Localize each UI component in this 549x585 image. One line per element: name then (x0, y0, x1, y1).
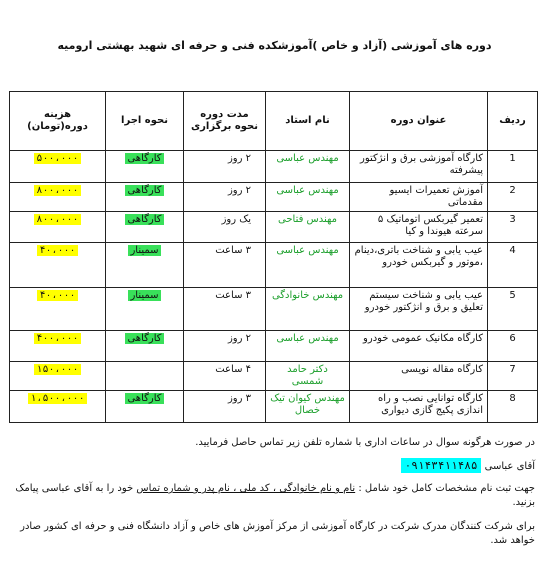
table-row (10, 212, 538, 243)
cost-cell (10, 151, 106, 183)
method-cell (106, 362, 184, 391)
instructor-cell (266, 391, 350, 423)
course-title: تعمیر گیربکس اتوماتیک ۵ سرعته هیوندا و کیا (350, 212, 488, 243)
row-number: 3 (488, 212, 538, 243)
cost-cell (10, 362, 106, 391)
duration: ۴ ساعت (184, 362, 266, 391)
method-cell (106, 331, 184, 362)
cost-cell (10, 243, 106, 288)
cost-value: ۱،۵۰۰،۰۰۰ (30, 393, 85, 404)
certificate-note: برای شرکت کنندگان مدرک شرکت در کارگاه آموزشی از مرکز آموزش های خاص و آزاد دانشگاه فنی و حرفه ای کشور صادر خواهد شد. (20, 521, 535, 546)
duration: ۲ روز (184, 183, 266, 212)
course-title: عیب یابی و شناخت باتری،دینام ،موتور و گیربکس خودرو (350, 243, 488, 288)
method-label: کارگاهی (127, 393, 162, 404)
courses-table (9, 91, 538, 423)
method-cell (106, 391, 184, 423)
table-row (10, 151, 538, 183)
instructor-cell (266, 183, 350, 212)
course-title: کارگاه مقاله نویسی (350, 362, 488, 391)
cost-value: ۱۵۰،۰۰۰ (36, 364, 79, 375)
contact-instruction: در صورت هرگونه سوال در ساعات اداری با شماره تلفن زیر تماس حاصل فرمایید. (195, 437, 535, 448)
cost-value: ۴۰،۰۰۰ (39, 290, 76, 301)
cost-value: ۵۰۰،۰۰۰ (36, 153, 79, 164)
header-course-title: عنوان دوره (350, 92, 488, 151)
instructor-cell (266, 151, 350, 183)
method-cell (106, 288, 184, 331)
instructor-name: مهندس فتاحی (278, 214, 337, 225)
course-title: کارگاه آموزشی برق و انژکتور پیشرفته (350, 151, 488, 183)
cost-value: ۴۰،۰۰۰ (39, 245, 76, 256)
table-row (10, 183, 538, 212)
instructor-cell (266, 362, 350, 391)
row-number: 4 (488, 243, 538, 288)
header-method: نحوه اجرا (106, 92, 184, 151)
instructor-name: مهندس عباسی (276, 333, 339, 344)
instructor-name: مهندس کیوان تیک خصال (270, 393, 345, 416)
row-number: 2 (488, 183, 538, 212)
header-duration: مدت دوره نحوه برگزاری (184, 92, 266, 151)
course-title: کارگاه مکانیک عمومی خودرو (350, 331, 488, 362)
duration: یک روز (184, 212, 266, 243)
method-cell (106, 212, 184, 243)
instructor-name: مهندس خانوادگی (271, 290, 344, 301)
course-title: آموزش تعمیرات ایسیو مقدماتی (350, 183, 488, 212)
method-label: کارگاهی (127, 333, 162, 344)
method-label: سمینار (130, 245, 159, 256)
instructor-cell (266, 243, 350, 288)
document-title: دوره های آموزشی (آزاد و خاص )آموزشکده فنی و حرفه ای شهید بهشتی ارومیه (57, 39, 492, 52)
table-row (10, 331, 538, 362)
cost-cell (10, 331, 106, 362)
contact-line (15, 459, 535, 474)
course-title: عیب یابی و شناخت سیستم تعلیق و برق و انژکتور خودرو (350, 288, 488, 331)
duration: ۲ روز (184, 331, 266, 362)
row-number: 5 (488, 288, 538, 331)
instructor-cell (266, 288, 350, 331)
duration: ۳ ساعت (184, 243, 266, 288)
table-header-row (10, 92, 538, 151)
registration-prefix: جهت ثبت نام مشخصات کامل خود شامل : (358, 483, 535, 494)
method-cell (106, 243, 184, 288)
method-label: کارگاهی (127, 214, 162, 225)
table-row (10, 391, 538, 423)
registration-fields: نام و نام خانوادگی ، کد ملی ، نام پدر و شماره تماس (136, 483, 356, 494)
instructor-cell (266, 212, 350, 243)
contact-name: آقای عباسی (484, 461, 535, 472)
instructor-cell (266, 331, 350, 362)
cost-value: ۴۰۰،۰۰۰ (36, 333, 79, 344)
duration: ۲ روز (184, 151, 266, 183)
method-label: کارگاهی (127, 185, 162, 196)
course-title: کارگاه توانایی نصب و راه اندازی پکیج گازی دیواری (350, 391, 488, 423)
row-number: 6 (488, 331, 538, 362)
duration: ۳ ساعت (184, 288, 266, 331)
cost-cell (10, 183, 106, 212)
instructor-name: مهندس عباسی (276, 245, 339, 256)
duration: ۳ روز (184, 391, 266, 423)
header-cost: هزینه دوره(تومان) (10, 92, 106, 151)
row-number: 1 (488, 151, 538, 183)
phone-number: ۰۹۱۴۳۴۱۱۴۸۵ (401, 458, 482, 473)
header-row-number: ردیف (488, 92, 538, 151)
cost-cell (10, 288, 106, 331)
notes-section (15, 436, 535, 548)
table-row (10, 362, 538, 391)
method-label: سمینار (130, 290, 159, 301)
registration-instruction (15, 482, 535, 510)
method-label: کارگاهی (127, 153, 162, 164)
instructor-name: مهندس عباسی (276, 185, 339, 196)
instructor-name: دکتر حامد شمسی (287, 364, 328, 387)
cost-value: ۸۰۰،۰۰۰ (36, 214, 79, 225)
method-cell (106, 183, 184, 212)
table-row (10, 243, 538, 288)
cost-cell (10, 391, 106, 423)
method-cell (106, 151, 184, 183)
cost-cell (10, 212, 106, 243)
registration-suffix: خود را به آقای عباسی پیامک بزنید. (15, 483, 535, 508)
header-instructor: نام استاد (266, 92, 350, 151)
instructor-name: مهندس عباسی (276, 153, 339, 164)
row-number: 8 (488, 391, 538, 423)
row-number: 7 (488, 362, 538, 391)
table-row (10, 288, 538, 331)
cost-value: ۸۰۰،۰۰۰ (36, 185, 79, 196)
